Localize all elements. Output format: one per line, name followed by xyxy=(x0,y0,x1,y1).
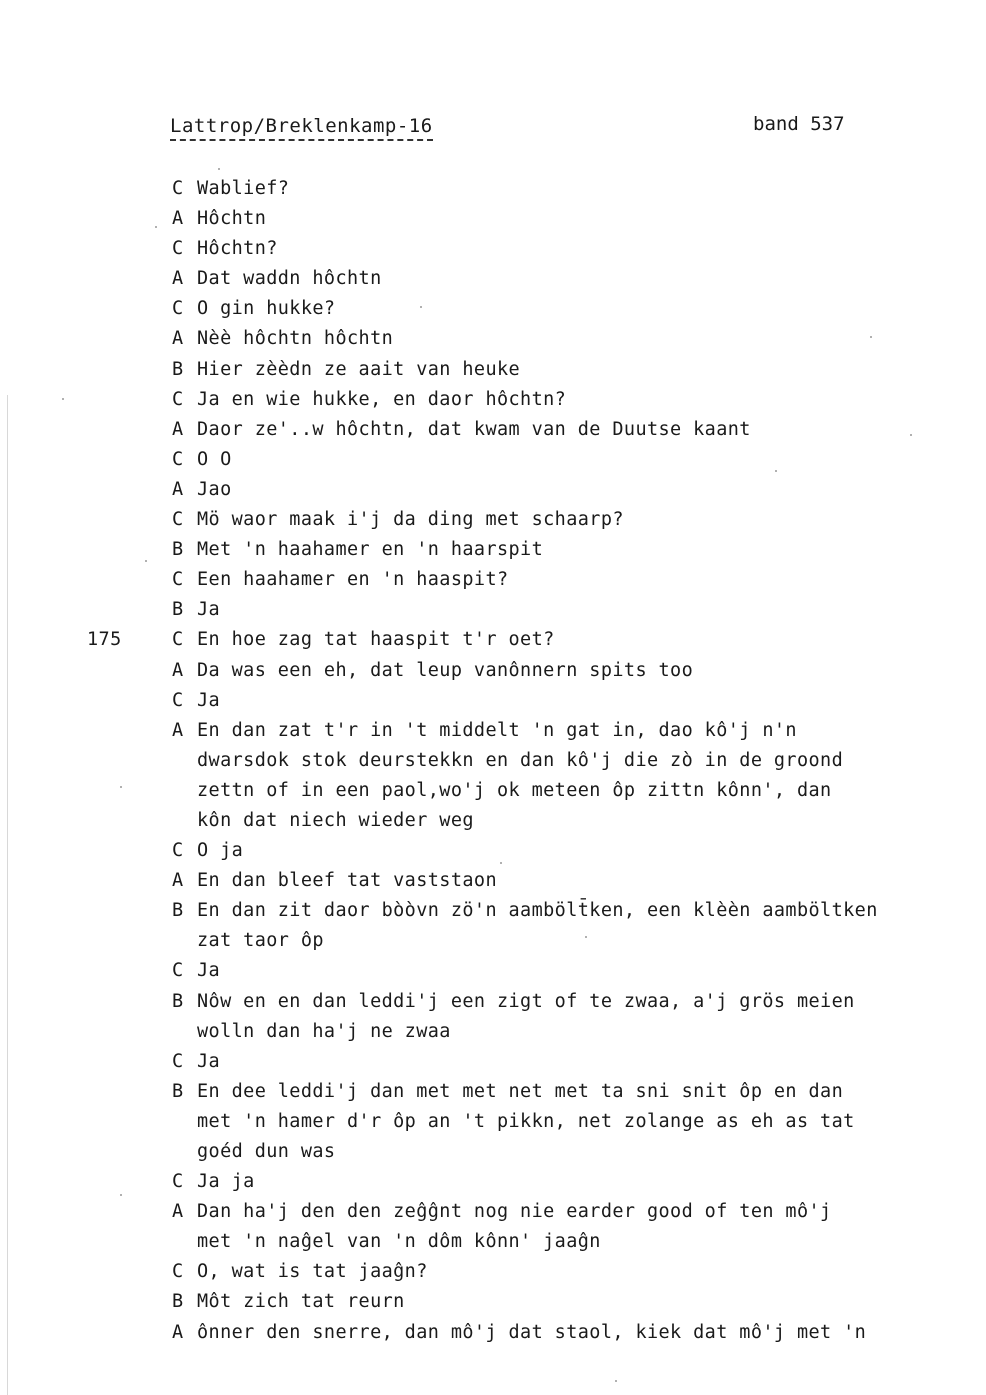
speaker-label: A xyxy=(172,328,184,350)
transcript-line-continuation xyxy=(172,1137,952,1167)
transcript-line xyxy=(172,445,952,475)
speaker-label: C xyxy=(172,960,184,982)
utterance-text: Met 'n haahamer en 'n haarspit xyxy=(197,539,544,561)
speaker-label: A xyxy=(172,1321,184,1343)
transcript-line xyxy=(172,264,952,294)
speaker-label: C xyxy=(172,298,184,320)
utterance-text: wolln dan ha'j ne zwaa xyxy=(197,1020,451,1042)
speaker-label: B xyxy=(172,358,184,380)
transcript-line xyxy=(172,656,952,686)
speaker-label: B xyxy=(172,539,184,561)
transcript-line xyxy=(172,294,952,324)
transcript-line xyxy=(172,204,952,234)
utterance-text: Mö waor maak i'j da ding met schaarp? xyxy=(197,509,624,531)
speaker-label: C xyxy=(172,448,184,470)
utterance-text: Wablief? xyxy=(197,178,290,199)
speaker-label: C xyxy=(172,840,184,862)
transcript-line xyxy=(172,836,952,866)
utterance-text: Een haahamer en 'n haaspit? xyxy=(197,569,509,591)
transcript-line-continuation xyxy=(172,776,952,806)
scan-speck xyxy=(120,786,122,788)
speaker-label: C xyxy=(172,1050,184,1072)
transcript-line xyxy=(87,625,952,655)
utterance-text: kôn dat niech wieder weg xyxy=(197,809,474,831)
scan-speck xyxy=(218,168,220,170)
transcript-line xyxy=(172,1167,952,1197)
transcript-line xyxy=(172,987,952,1017)
speaker-label: A xyxy=(172,659,184,681)
utterance-text: Daor ze'..w hôchtn, dat kwam van de Duutse kaant xyxy=(197,418,751,440)
utterance-text: O, wat is tat jaaĝn? xyxy=(197,1261,428,1283)
utterance-text: O O xyxy=(197,448,232,470)
speaker-label: C xyxy=(172,569,184,591)
scan-speck xyxy=(145,560,147,562)
utterance-text: Ja en wie hukke, en daor hôchtn? xyxy=(197,388,567,410)
transcript-line-continuation xyxy=(172,746,952,776)
speaker-label: B xyxy=(172,599,184,621)
transcript-line xyxy=(172,385,952,415)
transcript-line xyxy=(172,174,952,204)
scan-speck xyxy=(910,434,912,436)
utterance-text: O gin hukke? xyxy=(197,298,336,320)
transcript-line xyxy=(172,355,952,385)
scan-speck xyxy=(62,398,64,400)
speaker-label: C xyxy=(172,509,184,531)
speaker-label: A xyxy=(172,208,184,230)
utterance-text: Nèè hôchtn hôchtn xyxy=(197,328,394,350)
scan-speck xyxy=(585,936,587,938)
speaker-label: A xyxy=(172,719,184,741)
transcript-line xyxy=(172,595,952,625)
speaker-label: A xyxy=(172,268,184,290)
transcript-line xyxy=(172,716,952,746)
scan-speck xyxy=(870,336,872,338)
speaker-label: B xyxy=(172,1291,184,1313)
transcript-line-continuation xyxy=(172,1227,952,1257)
utterance-text: En dan zat t'r in 't middelt 'n gat in, dao kô'j n'n xyxy=(197,719,797,741)
transcript-line xyxy=(172,1318,952,1348)
utterance-text: Jao xyxy=(197,478,232,500)
utterance-text: goéd dun was xyxy=(197,1141,336,1162)
transcript-line xyxy=(172,565,952,595)
transcript-line-continuation xyxy=(172,1107,952,1137)
utterance-text: Nôw en en dan leddi'j een zigt of te zwaa, a'j grös meien xyxy=(197,990,855,1012)
location-title: Lattrop/Breklenkamp xyxy=(170,115,397,137)
speaker-label: C xyxy=(172,1171,184,1193)
tape-band-label: band 537 xyxy=(753,113,845,135)
utterance-text: dwarsdok stok deurstekkn en dan kô'j die zò in de groond xyxy=(197,749,844,771)
transcript-line xyxy=(172,234,952,264)
speaker-label: C xyxy=(172,388,184,410)
transcript-line xyxy=(172,956,952,986)
page-header-title xyxy=(170,114,433,141)
speaker-label: C xyxy=(172,629,184,651)
transcript-line xyxy=(172,896,952,926)
scan-speck xyxy=(420,306,422,308)
utterance-text: Da was een eh, dat leup vanônnern spits too xyxy=(197,659,694,681)
utterance-text: Dan ha'j den den zeĝĝnt nog nie earder good of ten mô'j xyxy=(197,1201,832,1223)
speaker-label: A xyxy=(172,418,184,440)
transcript-line-continuation xyxy=(172,1017,952,1047)
scan-speck xyxy=(120,1194,122,1196)
speaker-label: B xyxy=(172,990,184,1012)
transcript-line-continuation xyxy=(172,926,952,956)
utterance-text: Ja ja xyxy=(197,1171,255,1193)
utterance-text: Hier zèèdn ze aait van heuke xyxy=(197,358,521,380)
utterance-text: Hôchtn xyxy=(197,208,267,230)
utterance-text: Dat waddn hôchtn xyxy=(197,268,382,290)
utterance-text: En dan zit daor bòòvn zö'n aambölt̄ken, een klèèn aamböltken xyxy=(197,900,878,922)
utterance-text: Hôchtn? xyxy=(197,238,278,260)
transcript-line xyxy=(172,1287,952,1317)
utterance-text: Ja xyxy=(197,689,221,711)
utterance-text: Môt zich tat reurn xyxy=(197,1291,405,1313)
utterance-text: Ja xyxy=(197,960,221,982)
speaker-label: C xyxy=(172,178,184,199)
page-number-suffix: -16 xyxy=(396,115,433,137)
transcript-line xyxy=(172,1257,952,1287)
speaker-label: C xyxy=(172,238,184,260)
transcript-line xyxy=(172,866,952,896)
utterance-text: En dan bleef tat vaststaon xyxy=(197,870,497,892)
transcript-line xyxy=(172,1077,952,1107)
utterance-text: En hoe zag tat haaspit t'r oet? xyxy=(197,629,555,651)
speaker-label: C xyxy=(172,689,184,711)
speaker-label: A xyxy=(172,478,184,500)
speaker-label: A xyxy=(172,870,184,892)
transcript-line-continuation xyxy=(172,806,952,836)
scan-speck xyxy=(155,226,157,228)
line-number-marker: 175 xyxy=(87,629,122,651)
speaker-label: C xyxy=(172,1261,184,1283)
utterance-text: zettn of in een paol,wo'j ok meteen ôp zittn kônn', dan xyxy=(197,779,832,801)
speaker-label: B xyxy=(172,900,184,922)
utterance-text: Ja xyxy=(197,1050,221,1072)
transcript-line xyxy=(172,686,952,716)
page-edge-line xyxy=(7,395,8,1395)
scan-speck xyxy=(775,470,777,472)
transcript-line xyxy=(172,415,952,445)
transcript-line xyxy=(172,535,952,565)
utterance-text: O ja xyxy=(197,840,244,862)
transcript-line xyxy=(172,1197,952,1227)
utterance-text: Ja xyxy=(197,599,221,621)
utterance-text: ônner den snerre, dan mô'j dat staol, kiek dat mô'j met 'n xyxy=(197,1321,867,1343)
transcript-line xyxy=(172,1047,952,1077)
transcript-line xyxy=(172,505,952,535)
utterance-text: zat taor ôp xyxy=(197,930,324,952)
speaker-label: B xyxy=(172,1080,184,1102)
transcript-body xyxy=(87,174,952,1348)
scan-speck xyxy=(615,1380,617,1382)
utterance-text: met 'n naĝel van 'n dôm kônn' jaaĝn xyxy=(197,1231,601,1253)
scan-speck xyxy=(500,862,502,864)
utterance-text: met 'n hamer d'r ôp an 't pikkn, net zolange as eh as tat xyxy=(197,1110,855,1132)
transcript-line xyxy=(172,324,952,354)
utterance-text: En dee leddi'j dan met met net met ta sni snit ôp en dan xyxy=(197,1080,844,1102)
transcript-line xyxy=(172,475,952,505)
speaker-label: A xyxy=(172,1201,184,1223)
